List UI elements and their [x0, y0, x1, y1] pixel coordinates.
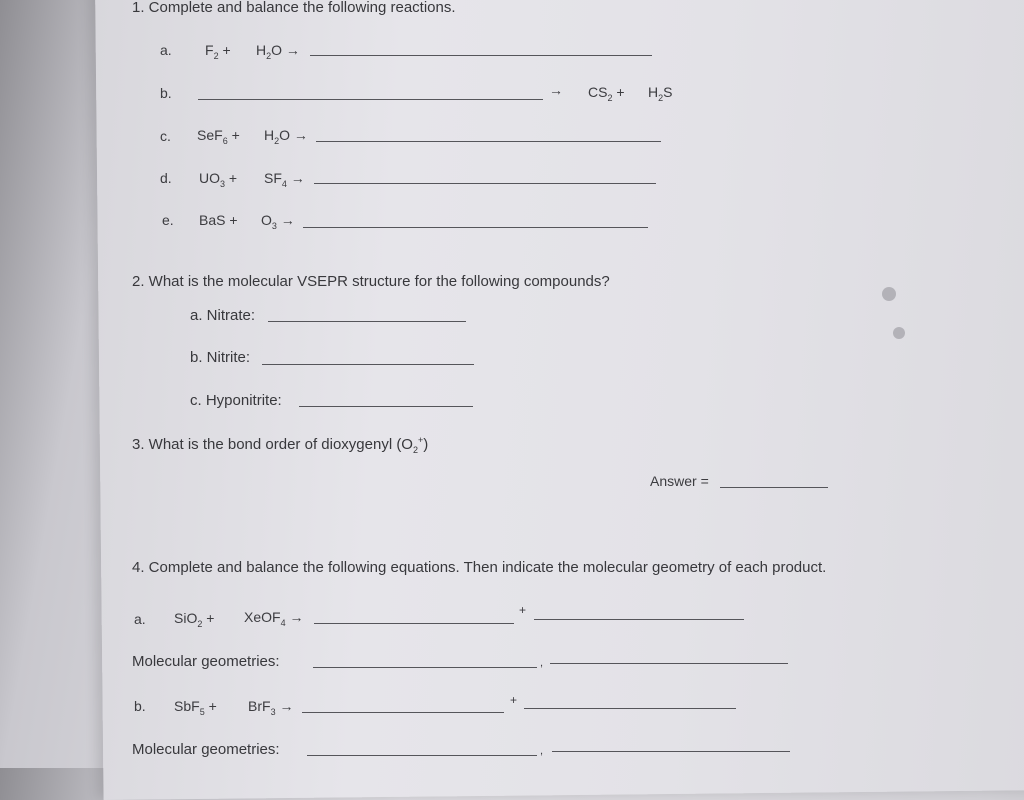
reactant-2: XeOF$_4$ →	[244, 609, 304, 628]
arrow: →	[549, 82, 563, 98]
answer-blank[interactable]	[299, 406, 473, 407]
question-2-title: 2. What is the molecular VSEPR structure for the following compounds?	[132, 273, 610, 290]
answer-blank[interactable]	[268, 321, 466, 322]
reactant-2: $O_3$ →	[261, 212, 295, 231]
geometry-blank-1[interactable]	[307, 755, 537, 756]
item-letter: b.	[134, 698, 146, 714]
answer-blank[interactable]	[262, 364, 474, 365]
product-blank-1[interactable]	[302, 712, 504, 713]
geometry-blank-2[interactable]	[552, 751, 790, 752]
geometry-label: Molecular geometries:	[132, 741, 280, 758]
reactant-1: SbF$_5$ +	[174, 698, 217, 717]
product-blank-2[interactable]	[524, 708, 736, 709]
answer-blank[interactable]	[303, 227, 648, 228]
hole-mark	[893, 327, 905, 339]
item-letter: d.	[160, 170, 172, 186]
geometry-label: Molecular geometries:	[132, 653, 280, 670]
question-1-title: 1. Complete and balance the following reactions.	[132, 0, 456, 16]
product-blank-1[interactable]	[314, 623, 514, 624]
answer-blank[interactable]	[316, 141, 661, 142]
product-2: $H_2S$	[648, 84, 673, 103]
answer-blank[interactable]	[310, 55, 652, 56]
reactant-2: $H_2O$ →	[256, 42, 300, 61]
item-letter: c.	[160, 128, 171, 144]
answer-blank[interactable]	[314, 183, 656, 184]
reactant-1: SeF$_6$ +	[197, 127, 240, 146]
geometry-blank-2[interactable]	[550, 663, 788, 664]
item-letter: e.	[162, 212, 174, 228]
plus-sign: +	[510, 693, 518, 707]
product-blank-2[interactable]	[534, 619, 744, 620]
reactant-2: BrF$_3$ →	[248, 698, 294, 717]
item-letter: b.	[160, 85, 172, 101]
question-3-title: 3. What is the bond order of dioxygenyl $(O_2^+)$	[132, 435, 429, 455]
item-label: a. Nitrate:	[190, 307, 256, 324]
reactant-1: BaS +	[199, 212, 238, 228]
plus-sign: +	[519, 603, 527, 617]
reactant-1: SiO$_2$ +	[174, 610, 215, 629]
answer-blank[interactable]	[720, 487, 828, 488]
answer-blank[interactable]	[198, 99, 543, 100]
reactant-1: $F_2$ +	[205, 42, 231, 61]
question-4-title: 4. Complete and balance the following equations. Then indicate the molecular geometry of each product.	[132, 559, 827, 576]
reactant-2: $H_2O$ →	[264, 127, 308, 146]
item-letter: a.	[160, 42, 172, 58]
product-1: $CS_2$ +	[588, 84, 625, 103]
item-label: b. Nitrite:	[190, 349, 251, 366]
item-label: c. Hyponitrite:	[190, 392, 282, 409]
geometry-blank-1[interactable]	[313, 667, 537, 668]
reactant-2: $SF_4$ →	[264, 170, 305, 189]
comma: ,	[540, 657, 544, 669]
comma: ,	[540, 745, 544, 757]
hole-mark	[882, 287, 896, 301]
item-letter: a.	[134, 611, 146, 627]
answer-label: Answer =	[650, 473, 709, 489]
reactant-1: $UO_3$ +	[199, 170, 238, 189]
